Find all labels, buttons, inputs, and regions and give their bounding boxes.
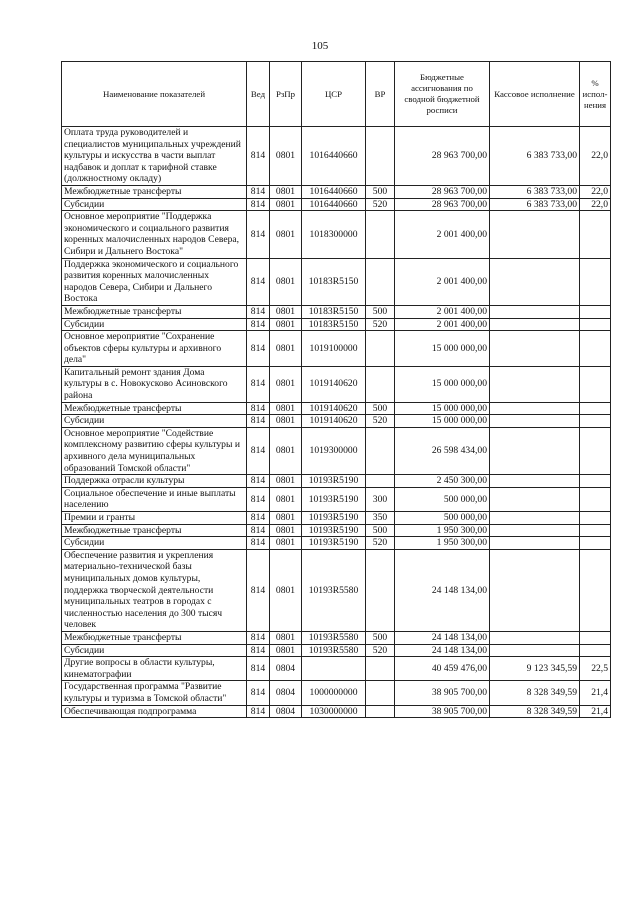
- cell-cash-execution: [490, 487, 580, 511]
- cell-ved: 814: [247, 415, 270, 428]
- cell-rzpr: 0801: [270, 537, 302, 550]
- cell-vr: [366, 427, 395, 474]
- table-row: [62, 681, 611, 705]
- cell-vr: [366, 258, 395, 305]
- cell-csr: 1000000000: [302, 681, 366, 705]
- cell-vr: [366, 681, 395, 705]
- cell-name: Капитальный ремонт здания Дома культуры в с. Новокусково Асиновского района: [62, 366, 247, 402]
- cell-name: Субсидии: [62, 318, 247, 331]
- cell-percent: 22,5: [580, 657, 611, 681]
- cell-csr: 1019300000: [302, 427, 366, 474]
- cell-csr: 10193R5190: [302, 487, 366, 511]
- cell-cash-execution: [490, 549, 580, 631]
- cell-cash-execution: [490, 331, 580, 367]
- cell-cash-execution: 8 328 349,59: [490, 705, 580, 718]
- cell-percent: [580, 537, 611, 550]
- cell-percent: 21,4: [580, 705, 611, 718]
- cell-assignments: 2 001 400,00: [395, 211, 490, 258]
- cell-name: Межбюджетные трансферты: [62, 185, 247, 198]
- cell-percent: [580, 415, 611, 428]
- cell-ved: 814: [247, 427, 270, 474]
- cell-rzpr: 0801: [270, 211, 302, 258]
- cell-rzpr: 0801: [270, 127, 302, 186]
- cell-assignments: 26 598 434,00: [395, 427, 490, 474]
- cell-cash-execution: 8 328 349,59: [490, 681, 580, 705]
- header-rzpr: РзПр: [270, 62, 302, 127]
- cell-rzpr: 0801: [270, 305, 302, 318]
- table-row: [62, 211, 611, 258]
- cell-cash-execution: [490, 402, 580, 415]
- table-row: [62, 331, 611, 367]
- cell-assignments: 28 963 700,00: [395, 127, 490, 186]
- cell-ved: 814: [247, 211, 270, 258]
- cell-ved: 814: [247, 258, 270, 305]
- cell-csr: 1019140620: [302, 366, 366, 402]
- cell-csr: 10183R5150: [302, 318, 366, 331]
- cell-percent: [580, 549, 611, 631]
- cell-percent: [580, 318, 611, 331]
- cell-assignments: 1 950 300,00: [395, 537, 490, 550]
- cell-name: Субсидии: [62, 537, 247, 550]
- cell-cash-execution: [490, 427, 580, 474]
- cell-assignments: 24 148 134,00: [395, 644, 490, 657]
- cell-ved: 814: [247, 318, 270, 331]
- table-row: [62, 185, 611, 198]
- table-header-row: [62, 62, 611, 127]
- table-row: [62, 644, 611, 657]
- cell-rzpr: 0801: [270, 549, 302, 631]
- cell-ved: 814: [247, 537, 270, 550]
- cell-rzpr: 0801: [270, 366, 302, 402]
- cell-percent: [580, 631, 611, 644]
- cell-percent: 22,0: [580, 127, 611, 186]
- table-row: [62, 402, 611, 415]
- cell-vr: [366, 657, 395, 681]
- table-row: [62, 537, 611, 550]
- table-row: [62, 305, 611, 318]
- cell-vr: 520: [366, 318, 395, 331]
- cell-cash-execution: [490, 318, 580, 331]
- cell-name: Субсидии: [62, 644, 247, 657]
- cell-name: Межбюджетные трансферты: [62, 631, 247, 644]
- cell-csr: 1019140620: [302, 402, 366, 415]
- cell-percent: 22,0: [580, 198, 611, 211]
- cell-csr: 1016440660: [302, 127, 366, 186]
- cell-assignments: 500 000,00: [395, 487, 490, 511]
- cell-name: Другие вопросы в области культуры, кинематографии: [62, 657, 247, 681]
- cell-rzpr: 0801: [270, 644, 302, 657]
- header-assignments: Бюджетные ассигнования по сводной бюджетной росписи: [395, 62, 490, 127]
- cell-csr: 10193R5580: [302, 549, 366, 631]
- cell-name: Обеспечение развития и укрепления материально-технической базы муниципальных домов культуры, поддержка творческой деятельности муниципальных театров в городах с численностью населения до 300 тысяч человек: [62, 549, 247, 631]
- cell-vr: 300: [366, 487, 395, 511]
- table-row: [62, 524, 611, 537]
- cell-cash-execution: 6 383 733,00: [490, 185, 580, 198]
- cell-rzpr: 0801: [270, 258, 302, 305]
- cell-vr: 500: [366, 305, 395, 318]
- cell-ved: 814: [247, 487, 270, 511]
- cell-percent: [580, 331, 611, 367]
- cell-rzpr: 0804: [270, 657, 302, 681]
- table-row: [62, 657, 611, 681]
- cell-cash-execution: [490, 475, 580, 488]
- cell-rzpr: 0804: [270, 705, 302, 718]
- cell-percent: [580, 258, 611, 305]
- cell-vr: 350: [366, 512, 395, 525]
- header-percent: % испол-нения: [580, 62, 611, 127]
- table-row: [62, 415, 611, 428]
- cell-rzpr: 0801: [270, 475, 302, 488]
- cell-cash-execution: 9 123 345,59: [490, 657, 580, 681]
- cell-ved: 814: [247, 524, 270, 537]
- cell-vr: [366, 705, 395, 718]
- cell-vr: 500: [366, 402, 395, 415]
- cell-percent: [580, 211, 611, 258]
- cell-csr: 10193R5580: [302, 631, 366, 644]
- cell-csr: 10183R5150: [302, 305, 366, 318]
- cell-assignments: 38 905 700,00: [395, 681, 490, 705]
- table-row: [62, 549, 611, 631]
- table-row: [62, 198, 611, 211]
- cell-csr: 1018300000: [302, 211, 366, 258]
- cell-assignments: 28 963 700,00: [395, 198, 490, 211]
- cell-percent: [580, 305, 611, 318]
- cell-name: Поддержка отрасли культуры: [62, 475, 247, 488]
- cell-csr: 10193R5580: [302, 644, 366, 657]
- cell-percent: [580, 487, 611, 511]
- cell-vr: [366, 366, 395, 402]
- cell-ved: 814: [247, 185, 270, 198]
- cell-percent: [580, 427, 611, 474]
- cell-cash-execution: 6 383 733,00: [490, 198, 580, 211]
- cell-assignments: 28 963 700,00: [395, 185, 490, 198]
- cell-rzpr: 0801: [270, 331, 302, 367]
- page-number: 105: [311, 40, 329, 52]
- cell-vr: 500: [366, 631, 395, 644]
- cell-cash-execution: [490, 305, 580, 318]
- cell-cash-execution: 6 383 733,00: [490, 127, 580, 186]
- cell-assignments: 38 905 700,00: [395, 705, 490, 718]
- cell-csr: 10183R5150: [302, 258, 366, 305]
- table-row: [62, 427, 611, 474]
- cell-rzpr: 0801: [270, 185, 302, 198]
- cell-ved: 814: [247, 549, 270, 631]
- cell-ved: 814: [247, 705, 270, 718]
- cell-rzpr: 0801: [270, 487, 302, 511]
- table-row: [62, 258, 611, 305]
- cell-ved: 814: [247, 631, 270, 644]
- cell-cash-execution: [490, 258, 580, 305]
- cell-rzpr: 0801: [270, 427, 302, 474]
- cell-rzpr: 0801: [270, 402, 302, 415]
- cell-rzpr: 0801: [270, 198, 302, 211]
- cell-assignments: 2 001 400,00: [395, 318, 490, 331]
- cell-csr: 10193R5190: [302, 512, 366, 525]
- cell-vr: 520: [366, 415, 395, 428]
- header-ved: Вед: [247, 62, 270, 127]
- cell-rzpr: 0801: [270, 524, 302, 537]
- table-row: [62, 512, 611, 525]
- budget-execution-table: [61, 61, 611, 718]
- cell-percent: [580, 475, 611, 488]
- cell-assignments: 15 000 000,00: [395, 402, 490, 415]
- cell-rzpr: 0801: [270, 631, 302, 644]
- cell-cash-execution: [490, 415, 580, 428]
- header-cash-execution: Кассовое исполнение: [490, 62, 580, 127]
- cell-assignments: 500 000,00: [395, 512, 490, 525]
- cell-name: Субсидии: [62, 415, 247, 428]
- cell-cash-execution: [490, 366, 580, 402]
- table-row: [62, 318, 611, 331]
- cell-csr: 1019100000: [302, 331, 366, 367]
- cell-csr: 1019140620: [302, 415, 366, 428]
- cell-vr: 500: [366, 185, 395, 198]
- cell-vr: 520: [366, 198, 395, 211]
- cell-ved: 814: [247, 127, 270, 186]
- cell-name: Основное мероприятие "Содействие комплексному развитию сферы культуры и архивного дела муниципальных образований Томской области": [62, 427, 247, 474]
- cell-name: Государственная программа "Развитие культуры и туризма в Томской области": [62, 681, 247, 705]
- cell-percent: [580, 524, 611, 537]
- cell-percent: [580, 512, 611, 525]
- cell-ved: 814: [247, 198, 270, 211]
- cell-name: Межбюджетные трансферты: [62, 524, 247, 537]
- cell-rzpr: 0801: [270, 512, 302, 525]
- cell-ved: 814: [247, 512, 270, 525]
- cell-csr: 1016440660: [302, 198, 366, 211]
- cell-percent: 21,4: [580, 681, 611, 705]
- cell-vr: 520: [366, 537, 395, 550]
- header-vr: ВР: [366, 62, 395, 127]
- cell-vr: [366, 127, 395, 186]
- cell-percent: 22,0: [580, 185, 611, 198]
- cell-name: Обеспечивающая подпрограмма: [62, 705, 247, 718]
- table-row: [62, 127, 611, 186]
- cell-percent: [580, 644, 611, 657]
- cell-percent: [580, 402, 611, 415]
- cell-assignments: 2 450 300,00: [395, 475, 490, 488]
- cell-assignments: 1 950 300,00: [395, 524, 490, 537]
- cell-name: Межбюджетные трансферты: [62, 305, 247, 318]
- cell-ved: 814: [247, 402, 270, 415]
- cell-name: Социальное обеспечение и иные выплаты населению: [62, 487, 247, 511]
- cell-assignments: 15 000 000,00: [395, 366, 490, 402]
- cell-assignments: 2 001 400,00: [395, 305, 490, 318]
- cell-vr: [366, 549, 395, 631]
- cell-vr: 520: [366, 644, 395, 657]
- table-row: [62, 631, 611, 644]
- cell-name: Премии и гранты: [62, 512, 247, 525]
- cell-name: Поддержка экономического и социального развития коренных малочисленных народов Севера, Сибири и Дальнего Востока: [62, 258, 247, 305]
- cell-assignments: 24 148 134,00: [395, 549, 490, 631]
- cell-assignments: 15 000 000,00: [395, 415, 490, 428]
- cell-csr: 1016440660: [302, 185, 366, 198]
- cell-cash-execution: [490, 512, 580, 525]
- table-row: [62, 705, 611, 718]
- cell-ved: 814: [247, 657, 270, 681]
- cell-assignments: 40 459 476,00: [395, 657, 490, 681]
- header-name: Наименование показателей: [62, 62, 247, 127]
- cell-ved: 814: [247, 475, 270, 488]
- cell-name: Оплата труда руководителей и специалистов муниципальных учреждений культуры и искусства в части выплат надбавок и доплат к тарифной ставке (должностному окладу): [62, 127, 247, 186]
- cell-rzpr: 0801: [270, 318, 302, 331]
- cell-name: Субсидии: [62, 198, 247, 211]
- header-csr: ЦСР: [302, 62, 366, 127]
- cell-vr: 500: [366, 524, 395, 537]
- cell-ved: 814: [247, 366, 270, 402]
- cell-vr: [366, 331, 395, 367]
- cell-cash-execution: [490, 524, 580, 537]
- cell-name: Межбюджетные трансферты: [62, 402, 247, 415]
- cell-assignments: 2 001 400,00: [395, 258, 490, 305]
- table-row: [62, 475, 611, 488]
- cell-vr: [366, 475, 395, 488]
- cell-assignments: 15 000 000,00: [395, 331, 490, 367]
- cell-csr: 10193R5190: [302, 537, 366, 550]
- cell-csr: [302, 657, 366, 681]
- cell-rzpr: 0804: [270, 681, 302, 705]
- cell-cash-execution: [490, 211, 580, 258]
- cell-ved: 814: [247, 644, 270, 657]
- cell-percent: [580, 366, 611, 402]
- cell-cash-execution: [490, 537, 580, 550]
- table-body: [62, 127, 611, 718]
- cell-ved: 814: [247, 681, 270, 705]
- cell-ved: 814: [247, 331, 270, 367]
- cell-csr: 10193R5190: [302, 524, 366, 537]
- cell-rzpr: 0801: [270, 415, 302, 428]
- cell-name: Основное мероприятие "Сохранение объектов сферы культуры и архивного дела": [62, 331, 247, 367]
- cell-cash-execution: [490, 644, 580, 657]
- cell-csr: 1030000000: [302, 705, 366, 718]
- cell-csr: 10193R5190: [302, 475, 366, 488]
- cell-vr: [366, 211, 395, 258]
- cell-assignments: 24 148 134,00: [395, 631, 490, 644]
- cell-ved: 814: [247, 305, 270, 318]
- cell-name: Основное мероприятие "Поддержка экономического и социального развития коренных малочисленных народов Севера, Сибири и Дальнего Востока": [62, 211, 247, 258]
- cell-cash-execution: [490, 631, 580, 644]
- table-row: [62, 366, 611, 402]
- table-row: [62, 487, 611, 511]
